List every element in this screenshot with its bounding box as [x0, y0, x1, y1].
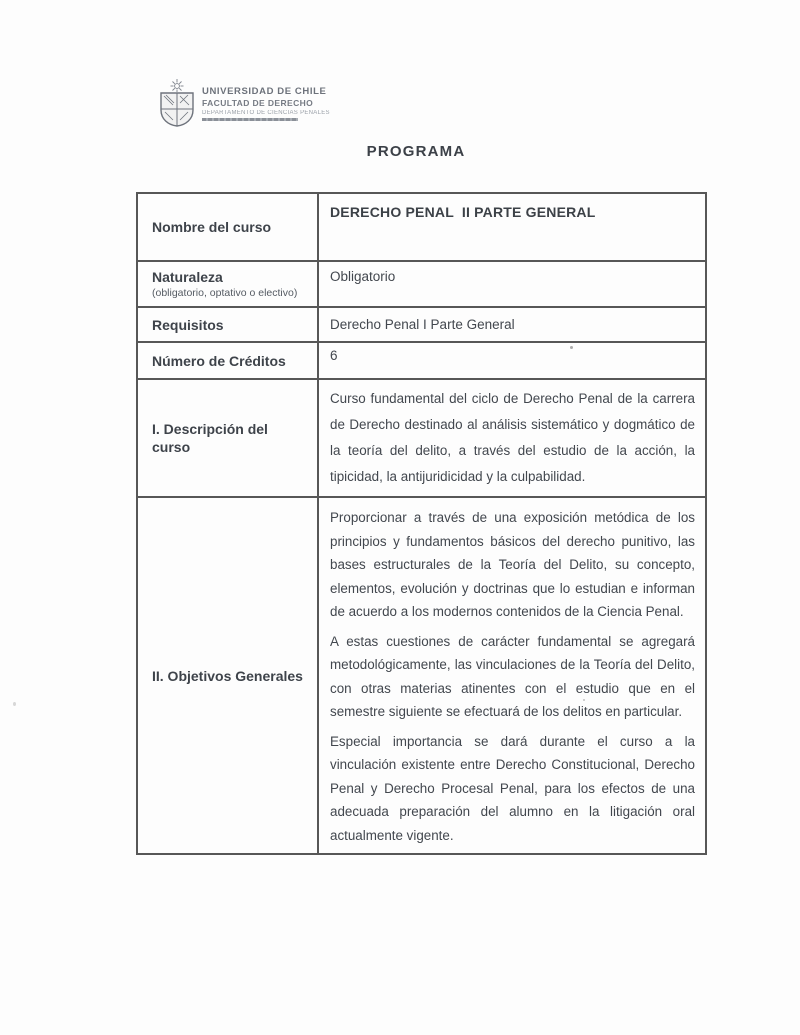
value-cell-descripcion	[318, 379, 706, 497]
row-label: Naturaleza	[152, 269, 223, 285]
requisitos-value: Derecho Penal I Parte General	[330, 317, 515, 332]
table-row-numero-de-creditos	[137, 342, 706, 379]
row-label: Nombre del curso	[152, 219, 272, 235]
creditos-value: 6	[330, 348, 338, 363]
value-cell-numero-de-creditos	[318, 342, 706, 379]
value-cell-requisitos	[318, 307, 706, 342]
label-cell-descripcion	[137, 379, 318, 497]
label-cell-requisitos	[137, 307, 318, 342]
table-row-naturaleza	[137, 261, 706, 307]
objetivos-paragraph-2: A estas cuestiones de carácter fundamental se agregará metodológicamente, las vinculaciones de la Teoría del Delito, con otras materias atinentes con el estudio que en el semestre siguiente se efectuará de los delitos en particular.	[330, 633, 695, 719]
label-cell-naturaleza	[137, 261, 318, 307]
value-cell-nombre-del-curso	[318, 193, 706, 261]
label-cell-nombre-del-curso	[137, 193, 318, 261]
scan-speck	[583, 699, 585, 701]
logo-text	[202, 78, 330, 121]
program-table	[136, 192, 707, 855]
row-label: I. Descripción del curso	[152, 421, 268, 455]
scan-speck	[13, 702, 16, 706]
row-label: Requisitos	[152, 316, 224, 333]
objetivos-paragraph-3: Especial importancia se dará durante el curso a la vinculación existente entre Derecho Constitucional, Derecho Penal y Derecho Procesal Penal, para los efectos de una adecuada preparación del alumno en la litigación oral actualmente vigente.	[330, 733, 695, 843]
row-label: Número de Créditos	[152, 352, 286, 369]
naturaleza-value: Obligatorio	[330, 269, 396, 284]
university-crest-icon	[158, 78, 196, 128]
descripcion-paragraph: Curso fundamental del ciclo de Derecho Penal de la carrera de Derecho destinado al análisis sistemático y dogmático de la teoría del delito, a través del estudio de la acción, la tipicidad, la antijuridicidad y la culpabilidad.	[330, 391, 695, 484]
course-name-value: DERECHO PENAL II PARTE GENERAL	[330, 204, 596, 220]
logo-faculty-name: FACULTAD DE DERECHO	[202, 98, 314, 108]
logo-department-name: DEPARTAMENTO DE CIENCIAS PENALES	[202, 110, 330, 116]
table-row-nombre-del-curso	[137, 193, 706, 261]
logo-underline	[202, 118, 298, 121]
row-sublabel: (obligatorio, optativo o electivo)	[152, 287, 298, 299]
value-cell-naturaleza	[318, 261, 706, 307]
table-row-descripcion-del-curso	[137, 379, 706, 497]
objetivos-paragraph-1: Proporcionar a través de una exposición metódica de los principios y fundamentos básicos del derecho punitivo, las bases estructurales de la Teoría del Delito, su concepto, elementos, evolución y doctrinas que lo estudian e informan de acuerdo a los modernos contenidos de la Ciencia Penal.	[330, 510, 695, 619]
label-cell-objetivos	[137, 497, 318, 854]
page-title: PROGRAMA	[366, 143, 466, 160]
row-label: II. Objetivos Generales	[152, 667, 303, 684]
table-row-requisitos	[137, 307, 706, 342]
value-cell-objetivos	[318, 497, 706, 854]
table-row-objetivos-generales	[137, 497, 706, 854]
university-logo	[158, 78, 330, 128]
logo-university-name: UNIVERSIDAD DE CHILE	[202, 86, 327, 97]
scan-speck	[570, 346, 573, 349]
label-cell-numero-de-creditos	[137, 342, 318, 379]
